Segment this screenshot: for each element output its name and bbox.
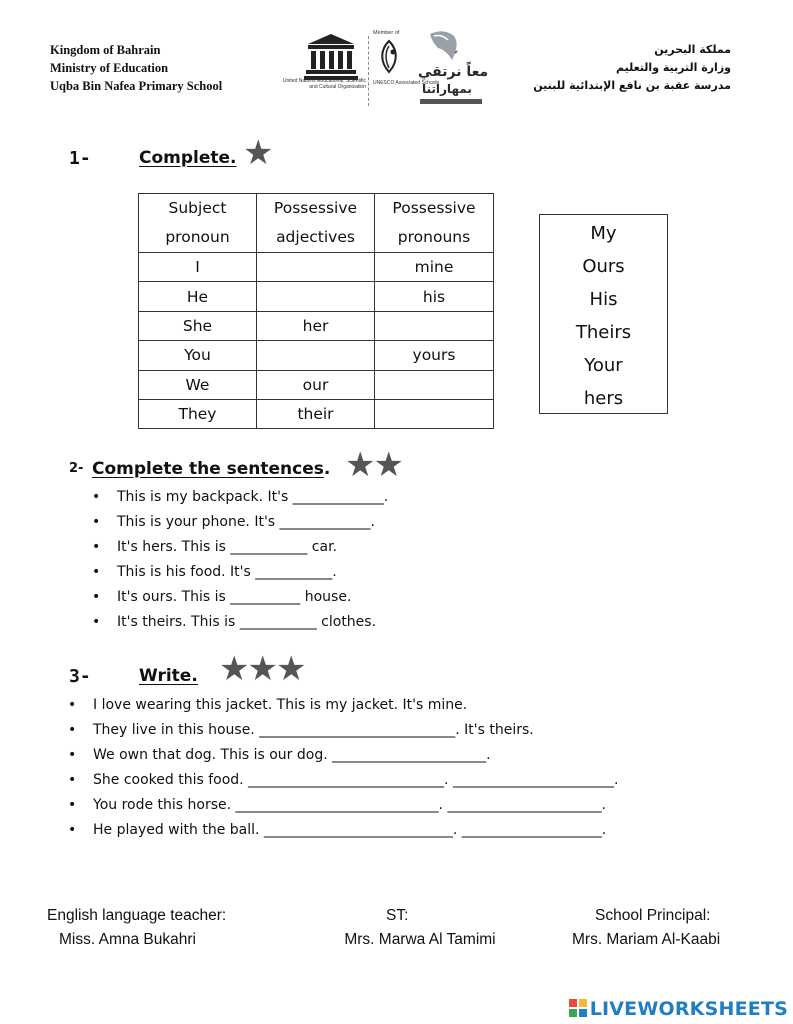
footer-principal <box>572 904 720 952</box>
table-cell: They <box>139 399 257 428</box>
unesco-member-text: Member of <box>373 30 400 36</box>
table-cell: We <box>139 370 257 399</box>
list-item: • It's theirs. This is ___________ clothes. <box>92 610 388 635</box>
answer-blank[interactable] <box>375 311 494 340</box>
list-item: • This is his food. It's ___________. <box>92 560 388 585</box>
section1-number: 1- <box>69 148 91 169</box>
answer-blank[interactable] <box>257 282 375 311</box>
table-row <box>139 399 494 428</box>
header-ministry-ar: وزارة التربية والتعليم <box>616 61 731 74</box>
table-row <box>139 253 494 282</box>
header-country-ar: مملكة البحرين <box>654 43 731 56</box>
section2-list <box>92 485 388 635</box>
table-cell: He <box>139 282 257 311</box>
table-cell: her <box>257 311 375 340</box>
word-bank-item: Theirs <box>575 322 632 343</box>
list-item: • This is your phone. It's _____________. <box>92 510 388 535</box>
table-row <box>139 311 494 340</box>
section3-title: Write. <box>139 666 198 686</box>
unesco-aso-text: UNESCO Associated Schools <box>373 80 440 86</box>
list-item: • She cooked this food. ____________________________. _______________________. <box>68 768 618 793</box>
list-item: • This is my backpack. It's _____________. <box>92 485 388 510</box>
principal-name: Mrs. Mariam Al-Kaabi <box>572 931 721 948</box>
pronoun-table <box>138 193 494 429</box>
table-cell: mine <box>375 253 494 282</box>
table-header-row <box>139 194 494 253</box>
table-cell: yours <box>375 341 494 370</box>
watermark-text: LIVEWORKSHEETS <box>589 998 788 1020</box>
word-bank-item: Your <box>584 355 623 376</box>
teacher-name: Miss. Amna Bukahri <box>59 931 196 948</box>
section2-stars: ★★ <box>345 445 402 485</box>
table-row <box>139 341 494 370</box>
st-name: Mrs. Marwa Al Tamimi <box>344 931 496 948</box>
section2-number: 2- <box>69 461 84 476</box>
header-left <box>50 41 222 95</box>
list-item: • He played with the ball. ___________________________. ____________________. <box>68 818 618 843</box>
liveworksheets-watermark <box>569 998 788 1020</box>
header-adjectives: Possessive adjectives <box>257 194 375 253</box>
list-item: • It's hers. This is ___________ car. <box>92 535 388 560</box>
footer-teacher <box>47 904 226 952</box>
header-school: Uqba Bin Nafea Primary School <box>50 79 223 93</box>
falcon-logo <box>424 26 464 66</box>
table-cell: our <box>257 370 375 399</box>
logo-strip <box>420 99 482 104</box>
aspnet-leaf-logo <box>376 38 402 74</box>
section2-title: Complete the sentences <box>92 459 324 479</box>
section1-title: Complete. <box>139 148 237 168</box>
principal-role: School Principal: <box>595 907 711 924</box>
logo-slogan-2: بمهاراتنا <box>422 82 472 96</box>
unesco-org-text: United Nations Educational, Scientific and Cultural Organization <box>282 78 366 90</box>
logo-separator <box>368 36 369 106</box>
section1-stars: ★ <box>243 133 272 173</box>
table-cell: You <box>139 341 257 370</box>
section3-number: 3- <box>69 666 91 687</box>
list-item: • You rode this horse. _____________________________. ______________________. <box>68 793 618 818</box>
section2-title-dot: . <box>323 459 331 479</box>
section3-list <box>68 693 618 843</box>
table-cell: his <box>375 282 494 311</box>
table-row <box>139 282 494 311</box>
list-item: • I love wearing this jacket. This is my jacket. It's mine. <box>68 693 618 718</box>
answer-blank[interactable] <box>375 370 494 399</box>
answer-blank[interactable] <box>257 341 375 370</box>
logo-slogan-1: معاً نرتقي <box>418 64 489 80</box>
table-cell: She <box>139 311 257 340</box>
header-pronouns: Possessive pronouns <box>375 194 494 253</box>
word-bank-item: His <box>589 289 618 310</box>
answer-blank[interactable] <box>375 399 494 428</box>
table-row <box>139 370 494 399</box>
st-role: ST: <box>386 907 409 924</box>
word-bank <box>539 214 668 414</box>
table-cell: I <box>139 253 257 282</box>
header-country: Kingdom of Bahrain <box>50 43 161 57</box>
header-right-arabic <box>533 41 731 95</box>
word-bank-item: Ours <box>582 256 625 277</box>
header-subject: Subject pronoun <box>139 194 257 253</box>
footer-st <box>336 904 504 952</box>
list-item: • We own that dog. This is our dog. ______________________. <box>68 743 618 768</box>
teacher-role: English language teacher: <box>47 907 227 924</box>
word-bank-item: hers <box>583 388 624 409</box>
section2-heading <box>92 459 330 479</box>
list-item: • It's ours. This is __________ house. <box>92 585 388 610</box>
unesco-temple-logo <box>296 30 366 110</box>
table-cell: their <box>257 399 375 428</box>
answer-blank[interactable] <box>257 253 375 282</box>
word-bank-item: My <box>590 223 617 244</box>
list-item: • They live in this house. ____________________________. It's theirs. <box>68 718 618 743</box>
header-school-ar: مدرسة عقبة بن نافع الإبتدائية للبنين <box>533 79 731 92</box>
header-ministry: Ministry of Education <box>50 61 169 75</box>
section3-stars: ★★★ <box>219 649 305 689</box>
liveworksheets-logo-icon <box>569 999 587 1017</box>
